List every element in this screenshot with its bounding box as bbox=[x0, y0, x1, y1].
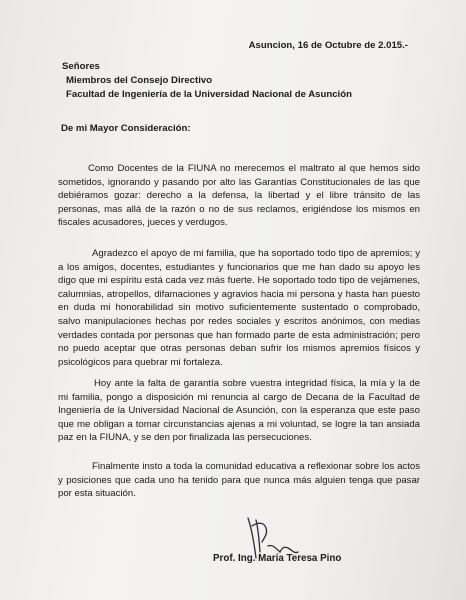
date-line: Asuncion, 16 de Octubre de 2.015.- bbox=[248, 40, 408, 51]
signer-name: Prof. Ing. María Teresa Pino bbox=[213, 553, 342, 564]
salutation: De mi Mayor Consideración: bbox=[61, 123, 191, 134]
addressee-line: Facultad de Ingeniería de la Universidad Nacional de Asunción bbox=[66, 89, 352, 100]
body-paragraph: Como Docentes de la FIUNA no merecemos el maltrato al que hemos sido sometidos, ignorando y pasando por alto las Garantías Constitucionales de las que debiéramos gozar: derecho a la defensa, la libertad y el libre tránsito de las personas, mas allá de la razón o no de sus reclamos, erigiéndose los mismos en fiscales acusadores, jueces y verdugos. bbox=[58, 163, 420, 229]
addressee-block bbox=[62, 60, 352, 102]
body-paragraph: Hoy ante la falta de garantía sobre vuestra integridad física, la mía y la de mi familia, pongo a disposición mi renuncia al cargo de Decana de la Facultad de Ingeniería de la Universidad Nacional de Asunción, con la esperanza que este paso que me obligan a tomar circunstancias ajenas a mi voluntad, se logre la tan ansiada paz en la FIUNA, y se den por finalizada las persecuciones. bbox=[58, 378, 420, 444]
body-paragraph: Agradezco el apoyo de mi familia, que ha soportado todo tipo de apremios; y a los amigos, docentes, estudiantes y funcionarios que me han dado su apoyo les digo que mi espíritu está cada vez más fuerte. He soportado todo tipo de vejámenes, calumnias, atropellos, difamaciones y agravios hacia mi persona y hasta han puesto en duda mi honorabilidad sin motivo suficientemente sustentado o comprobado, salvo manipulaciones hechas por redes sociales y escritos anónimos, con medias verdades contada por personas que han formado parte de esta administración; pero no puedo aceptar que otras personas deban sufrir los mismos apremios físicos y psicológicos para quebrar mi fortaleza. bbox=[58, 248, 420, 368]
addressee-line: Miembros del Consejo Directivo bbox=[66, 75, 213, 86]
addressee-line: Señores bbox=[62, 61, 100, 72]
body-paragraph: Finalmente insto a toda la comunidad educativa a reflexionar sobre los actos y posiciones que cada uno ha tenido para que nunca más alguien tenga que pasar por esta situación. bbox=[58, 461, 420, 500]
